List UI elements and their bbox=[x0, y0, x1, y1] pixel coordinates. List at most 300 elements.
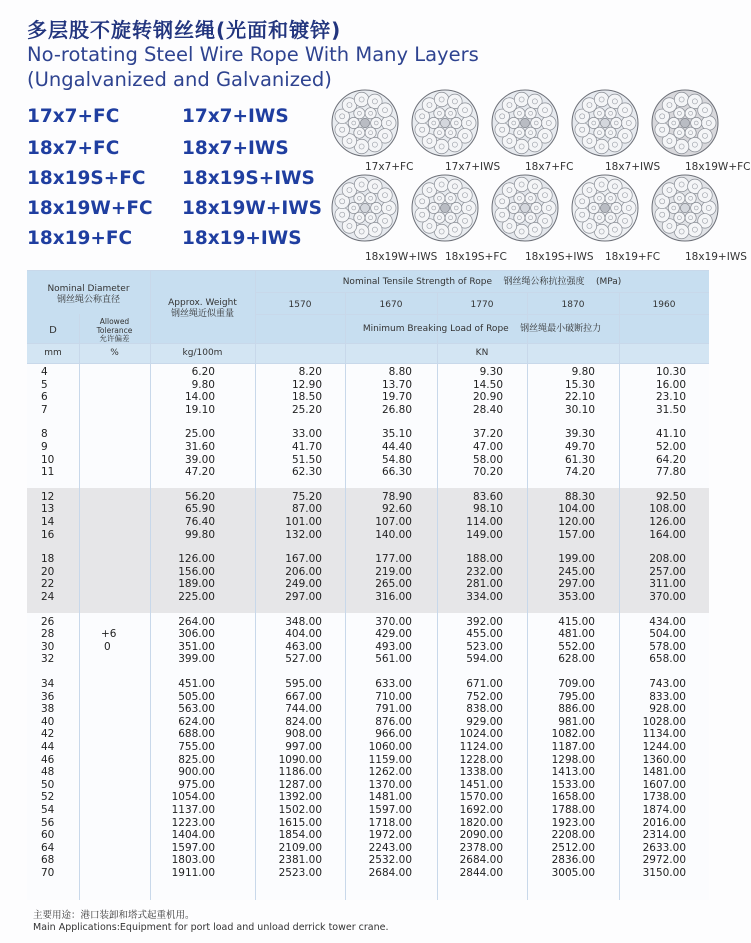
col-divider bbox=[345, 292, 346, 900]
rope-cross-section-label: 18x19+IWS bbox=[685, 251, 747, 263]
load-cell: 104.00 bbox=[558, 503, 595, 516]
construction-type: 18x19+FC bbox=[27, 228, 133, 249]
weight-cell: 624.00 bbox=[178, 715, 215, 728]
load-cell: 10.30 bbox=[655, 366, 686, 378]
weight-cell: 19.10 bbox=[184, 403, 215, 416]
load-cell: 1788.00 bbox=[551, 804, 595, 816]
diameter-cell: 48 bbox=[41, 766, 55, 779]
rope-cross-section bbox=[410, 173, 480, 243]
load-cell: 13.70 bbox=[381, 378, 412, 391]
weight-cell: 25.00 bbox=[184, 428, 215, 441]
load-cell: 2016.00 bbox=[642, 816, 686, 829]
load-cell: 1262.00 bbox=[368, 766, 412, 779]
rope-cross-section bbox=[330, 173, 400, 243]
construction-type: 18x19W+IWS bbox=[182, 198, 322, 219]
load-cell: 98.10 bbox=[472, 503, 503, 516]
load-cell: 2243.00 bbox=[368, 841, 412, 854]
col-divider bbox=[527, 292, 528, 900]
diameter-cell: 14 bbox=[41, 516, 55, 528]
load-cell: 14.50 bbox=[472, 378, 503, 391]
d-header: D bbox=[49, 325, 57, 336]
load-cell: 62.30 bbox=[291, 466, 322, 479]
col-divider bbox=[619, 292, 620, 900]
load-cell: 434.00 bbox=[649, 615, 686, 628]
load-cell: 83.60 bbox=[472, 490, 503, 503]
load-cell: 1392.00 bbox=[278, 791, 322, 804]
load-cell: 2633.00 bbox=[642, 841, 686, 854]
load-cell: 281.00 bbox=[466, 578, 503, 591]
tensile-unit: (MPa) bbox=[595, 277, 622, 287]
load-cell: 58.00 bbox=[472, 453, 503, 466]
load-cell: 245.00 bbox=[558, 565, 595, 578]
weight-cell: 900.00 bbox=[178, 766, 215, 779]
weight-cell: 1911.00 bbox=[171, 867, 215, 879]
load-cell: 334.00 bbox=[466, 591, 503, 603]
diameter-cell: 6 bbox=[41, 391, 48, 404]
load-cell: 504.00 bbox=[649, 628, 686, 641]
load-cell: 966.00 bbox=[375, 728, 412, 741]
weight-cell: 56.20 bbox=[184, 490, 215, 503]
load-cell: 8.20 bbox=[298, 366, 322, 378]
weight-cell: 156.00 bbox=[178, 565, 215, 578]
load-cell: 265.00 bbox=[375, 578, 412, 591]
load-cell: 523.00 bbox=[466, 640, 503, 653]
load-cell: 18.50 bbox=[291, 391, 322, 404]
load-cell: 1298.00 bbox=[551, 753, 595, 766]
load-cell: 463.00 bbox=[285, 640, 322, 653]
load-cell: 52.00 bbox=[655, 441, 686, 453]
load-cell: 88.30 bbox=[564, 490, 595, 503]
load-cell: 87.00 bbox=[291, 503, 322, 516]
load-cell: 44.40 bbox=[381, 441, 412, 453]
load-cell: 561.00 bbox=[375, 653, 412, 666]
diameter-cell: 11 bbox=[41, 466, 55, 479]
weight-cell: 9.80 bbox=[191, 378, 215, 391]
load-cell: 33.00 bbox=[291, 428, 322, 441]
load-cell: 1874.00 bbox=[642, 804, 686, 816]
weight-cell: 306.00 bbox=[178, 628, 215, 641]
diameter-cell: 20 bbox=[41, 565, 55, 578]
load-cell: 1060.00 bbox=[368, 741, 412, 753]
rope-cross-section bbox=[650, 173, 720, 243]
load-cell: 16.00 bbox=[655, 378, 686, 391]
rope-cross-section bbox=[410, 88, 480, 158]
load-cell: 2314.00 bbox=[642, 829, 686, 842]
load-cell: 370.00 bbox=[375, 615, 412, 628]
load-cell: 833.00 bbox=[649, 690, 686, 703]
construction-type: 18x19S+IWS bbox=[182, 168, 315, 189]
rope-cross-section-label: 18x19W+IWS bbox=[365, 251, 438, 263]
weight-cell: 126.00 bbox=[178, 553, 215, 566]
load-cell: 392.00 bbox=[466, 615, 503, 628]
load-cell: 795.00 bbox=[558, 690, 595, 703]
weight-cell: 31.60 bbox=[184, 441, 215, 453]
load-cell: 908.00 bbox=[285, 728, 322, 741]
load-cell: 1360.00 bbox=[642, 753, 686, 766]
construction-type: 17x7+FC bbox=[27, 106, 120, 127]
diameter-cell: 54 bbox=[41, 804, 55, 816]
load-cell: 527.00 bbox=[285, 653, 322, 666]
load-cell: 12.90 bbox=[291, 378, 322, 391]
diameter-cell: 42 bbox=[41, 728, 55, 741]
weight-cell: 755.00 bbox=[178, 741, 215, 753]
load-cell: 824.00 bbox=[285, 715, 322, 728]
load-cell: 2512.00 bbox=[551, 841, 595, 854]
load-cell: 2208.00 bbox=[551, 829, 595, 842]
weight-cell: 189.00 bbox=[178, 578, 215, 591]
weight-cell: 99.80 bbox=[184, 528, 215, 541]
load-cell: 1228.00 bbox=[459, 753, 503, 766]
load-cell: 429.00 bbox=[375, 628, 412, 641]
weight-cell: 264.00 bbox=[178, 615, 215, 628]
title-en bbox=[27, 42, 479, 92]
load-cell: 876.00 bbox=[375, 715, 412, 728]
diameter-cell: 70 bbox=[41, 867, 55, 879]
weight-cell: 399.00 bbox=[178, 653, 215, 666]
unit-percent: % bbox=[110, 348, 119, 358]
load-cell: 41.10 bbox=[655, 428, 686, 441]
construction-type: 17x7+IWS bbox=[182, 106, 289, 127]
grade-1570: 1570 bbox=[288, 300, 312, 310]
load-cell: 64.20 bbox=[655, 453, 686, 466]
weight-cell: 76.40 bbox=[184, 516, 215, 528]
load-cell: 1658.00 bbox=[551, 791, 595, 804]
diameter-cell: 13 bbox=[41, 503, 55, 516]
allowed-tolerance-cn: 允许偏差 bbox=[99, 334, 130, 343]
approx-weight-cn: 钢丝绳近似重量 bbox=[170, 309, 234, 319]
load-cell: 743.00 bbox=[649, 678, 686, 690]
load-cell: 219.00 bbox=[375, 565, 412, 578]
load-cell: 595.00 bbox=[285, 678, 322, 690]
load-cell: 493.00 bbox=[375, 640, 412, 653]
rope-cross-section-icon bbox=[490, 173, 560, 243]
load-cell: 41.70 bbox=[291, 441, 322, 453]
rope-cross-section-icon bbox=[330, 88, 400, 158]
rope-cross-section-icon bbox=[570, 88, 640, 158]
title-cn: 多层股不旋转钢丝绳(光面和镀锌) bbox=[27, 18, 342, 42]
construction-type: 18x19S+FC bbox=[27, 168, 146, 189]
load-cell: 19.70 bbox=[381, 391, 412, 404]
diameter-cell: 7 bbox=[41, 403, 48, 416]
load-cell: 2109.00 bbox=[278, 841, 322, 854]
tensile-rule bbox=[255, 292, 709, 293]
load-cell: 311.00 bbox=[649, 578, 686, 591]
rope-specification-table bbox=[27, 270, 709, 900]
rope-cross-section-label: 17x7+FC bbox=[365, 161, 414, 173]
nominal-diameter-cn: 钢丝绳公称直径 bbox=[56, 295, 120, 305]
rope-cross-section bbox=[570, 88, 640, 158]
tensile-strength-header bbox=[255, 277, 709, 288]
weight-cell: 39.00 bbox=[184, 453, 215, 466]
load-cell: 23.10 bbox=[655, 391, 686, 404]
load-cell: 709.00 bbox=[558, 678, 595, 690]
load-cell: 77.80 bbox=[655, 466, 686, 479]
rope-cross-section-label: 18x19S+IWS bbox=[525, 251, 594, 263]
load-cell: 628.00 bbox=[558, 653, 595, 666]
load-cell: 1570.00 bbox=[459, 791, 503, 804]
rope-cross-section-icon bbox=[490, 88, 560, 158]
load-cell: 30.10 bbox=[564, 403, 595, 416]
load-cell: 51.50 bbox=[291, 453, 322, 466]
load-cell: 2972.00 bbox=[642, 854, 686, 867]
allowed-tolerance-header bbox=[79, 318, 150, 344]
load-cell: 232.00 bbox=[466, 565, 503, 578]
diameter-cell: 36 bbox=[41, 690, 55, 703]
load-cell: 1159.00 bbox=[368, 753, 412, 766]
load-cell: 929.00 bbox=[466, 715, 503, 728]
construction-type: 18x7+FC bbox=[27, 138, 120, 159]
load-cell: 9.30 bbox=[479, 366, 503, 378]
load-cell: 9.80 bbox=[571, 366, 595, 378]
load-cell: 667.00 bbox=[285, 690, 322, 703]
weight-cell: 1137.00 bbox=[171, 804, 215, 816]
diameter-cell: 28 bbox=[41, 628, 55, 641]
load-cell: 177.00 bbox=[375, 553, 412, 566]
weight-cell: 975.00 bbox=[178, 778, 215, 791]
tolerance-zero: 0 bbox=[104, 640, 111, 653]
diameter-cell: 22 bbox=[41, 578, 55, 591]
load-cell: 26.80 bbox=[381, 403, 412, 416]
diameter-cell: 38 bbox=[41, 703, 55, 716]
load-cell: 249.00 bbox=[285, 578, 322, 591]
diameter-cell: 4 bbox=[41, 366, 48, 378]
load-cell: 791.00 bbox=[375, 703, 412, 716]
load-cell: 35.10 bbox=[381, 428, 412, 441]
load-cell: 47.00 bbox=[472, 441, 503, 453]
load-cell: 1082.00 bbox=[551, 728, 595, 741]
weight-cell: 47.20 bbox=[184, 466, 215, 479]
breaking-load-en: Minimum Breaking Load of Rope bbox=[362, 324, 509, 334]
load-cell: 208.00 bbox=[649, 553, 686, 566]
construction-type: 18x19+IWS bbox=[182, 228, 302, 249]
load-cell: 167.00 bbox=[285, 553, 322, 566]
load-cell: 22.10 bbox=[564, 391, 595, 404]
load-cell: 886.00 bbox=[558, 703, 595, 716]
load-cell: 1597.00 bbox=[368, 804, 412, 816]
tensile-strength-en: Nominal Tensile Strength of Rope bbox=[342, 277, 493, 287]
allowed-tolerance-en-1: Allowed bbox=[99, 317, 130, 326]
load-cell: 1607.00 bbox=[642, 778, 686, 791]
col-divider bbox=[255, 270, 256, 900]
rope-cross-section-icon bbox=[570, 173, 640, 243]
load-cell: 54.80 bbox=[381, 453, 412, 466]
diameter-cell: 30 bbox=[41, 640, 55, 653]
rope-cross-section bbox=[490, 88, 560, 158]
load-cell: 1502.00 bbox=[278, 804, 322, 816]
rope-cross-section-icon bbox=[410, 88, 480, 158]
load-cell: 70.20 bbox=[472, 466, 503, 479]
load-cell: 928.00 bbox=[649, 703, 686, 716]
footer-en: Main Applications:Equipment for port load and unload derrick tower crane. bbox=[33, 922, 389, 933]
rope-cross-section-icon bbox=[650, 173, 720, 243]
diameter-cell: 60 bbox=[41, 829, 55, 842]
load-cell: 2836.00 bbox=[551, 854, 595, 867]
nominal-diameter-header bbox=[27, 284, 150, 306]
load-cell: 671.00 bbox=[466, 678, 503, 690]
load-cell: 1820.00 bbox=[459, 816, 503, 829]
approx-weight-header bbox=[150, 298, 255, 320]
weight-cell: 351.00 bbox=[178, 640, 215, 653]
load-cell: 752.00 bbox=[466, 690, 503, 703]
load-cell: 370.00 bbox=[649, 591, 686, 603]
rope-cross-section-label: 17x7+IWS bbox=[445, 161, 501, 173]
load-cell: 25.20 bbox=[291, 403, 322, 416]
load-cell: 1134.00 bbox=[642, 728, 686, 741]
tolerance-values bbox=[101, 628, 116, 653]
breaking-load-cn: 钢丝绳最小破断拉力 bbox=[520, 324, 602, 334]
load-cell: 2381.00 bbox=[278, 854, 322, 867]
load-cell: 1738.00 bbox=[642, 791, 686, 804]
load-cell: 1186.00 bbox=[278, 766, 322, 779]
load-cell: 78.90 bbox=[381, 490, 412, 503]
load-cell: 49.70 bbox=[564, 441, 595, 453]
weight-cell: 505.00 bbox=[178, 690, 215, 703]
load-cell: 61.30 bbox=[564, 453, 595, 466]
tensile-strength-cn: 钢丝绳公称抗拉强度 bbox=[503, 277, 585, 287]
load-cell: 404.00 bbox=[285, 628, 322, 641]
load-cell: 2844.00 bbox=[459, 867, 503, 879]
load-cell: 1287.00 bbox=[278, 778, 322, 791]
load-cell: 8.80 bbox=[388, 366, 412, 378]
weight-cell: 825.00 bbox=[178, 753, 215, 766]
diameter-cell: 64 bbox=[41, 841, 55, 854]
table-top-rule bbox=[27, 270, 709, 271]
load-cell: 1481.00 bbox=[642, 766, 686, 779]
title-en-line-1: No-rotating Steel Wire Rope With Many Layers bbox=[27, 43, 479, 66]
load-cell: 1923.00 bbox=[551, 816, 595, 829]
weight-cell: 1404.00 bbox=[171, 829, 215, 842]
load-cell: 594.00 bbox=[466, 653, 503, 666]
col-divider bbox=[79, 314, 80, 900]
load-cell: 132.00 bbox=[285, 528, 322, 541]
load-cell: 415.00 bbox=[558, 615, 595, 628]
weight-cell: 225.00 bbox=[178, 591, 215, 603]
diameter-cell: 52 bbox=[41, 791, 55, 804]
load-cell: 2523.00 bbox=[278, 867, 322, 879]
load-cell: 997.00 bbox=[285, 741, 322, 753]
load-cell: 578.00 bbox=[649, 640, 686, 653]
load-cell: 552.00 bbox=[558, 640, 595, 653]
load-cell: 140.00 bbox=[375, 528, 412, 541]
load-cell: 114.00 bbox=[466, 516, 503, 528]
grade-1870: 1870 bbox=[561, 300, 585, 310]
diameter-cell: 68 bbox=[41, 854, 55, 867]
grades-rule bbox=[255, 314, 709, 315]
load-cell: 1481.00 bbox=[368, 791, 412, 804]
load-cell: 348.00 bbox=[285, 615, 322, 628]
load-cell: 257.00 bbox=[649, 565, 686, 578]
load-cell: 744.00 bbox=[285, 703, 322, 716]
diameter-cell: 12 bbox=[41, 490, 55, 503]
load-cell: 188.00 bbox=[466, 553, 503, 566]
load-cell: 2684.00 bbox=[368, 867, 412, 879]
rope-cross-section bbox=[650, 88, 720, 158]
load-cell: 1244.00 bbox=[642, 741, 686, 753]
diameter-cell: 5 bbox=[41, 378, 48, 391]
rope-cross-section-label: 18x19+FC bbox=[605, 251, 661, 263]
weight-cell: 1803.00 bbox=[171, 854, 215, 867]
load-cell: 92.50 bbox=[655, 490, 686, 503]
load-cell: 1972.00 bbox=[368, 829, 412, 842]
tolerance-plus: +6 bbox=[101, 628, 117, 640]
weight-cell: 1223.00 bbox=[171, 816, 215, 829]
weight-cell: 563.00 bbox=[178, 703, 215, 716]
approx-weight-en: Approx. Weight bbox=[168, 298, 237, 308]
rope-cross-section-label: 18x7+FC bbox=[525, 161, 574, 173]
load-cell: 74.20 bbox=[564, 466, 595, 479]
weight-cell: 65.90 bbox=[184, 503, 215, 516]
load-cell: 120.00 bbox=[558, 516, 595, 528]
grade-1960: 1960 bbox=[652, 300, 676, 310]
load-cell: 633.00 bbox=[375, 678, 412, 690]
breaking-load-header bbox=[255, 324, 709, 335]
load-cell: 3005.00 bbox=[551, 867, 595, 879]
rope-cross-section bbox=[570, 173, 640, 243]
load-cell: 101.00 bbox=[285, 516, 322, 528]
load-cell: 1854.00 bbox=[278, 829, 322, 842]
load-cell: 838.00 bbox=[466, 703, 503, 716]
rope-cross-section-label: 18x7+IWS bbox=[605, 161, 661, 173]
load-cell: 353.00 bbox=[558, 591, 595, 603]
rope-cross-section bbox=[490, 173, 560, 243]
load-cell: 1533.00 bbox=[551, 778, 595, 791]
load-cell: 981.00 bbox=[558, 715, 595, 728]
unit-load: KN bbox=[475, 348, 489, 358]
load-cell: 157.00 bbox=[558, 528, 595, 541]
body-rule bbox=[27, 363, 709, 364]
load-cell: 1028.00 bbox=[642, 715, 686, 728]
load-cell: 107.00 bbox=[375, 516, 412, 528]
load-cell: 316.00 bbox=[375, 591, 412, 603]
load-cell: 1692.00 bbox=[459, 804, 503, 816]
nominal-diameter-en: Nominal Diameter bbox=[47, 284, 130, 294]
load-cell: 2532.00 bbox=[368, 854, 412, 867]
footer-cn: 主要用途：港口装卸和塔式起重机用。 bbox=[33, 910, 195, 921]
weight-cell: 1597.00 bbox=[171, 841, 215, 854]
diameter-cell: 46 bbox=[41, 753, 55, 766]
load-cell: 3150.00 bbox=[642, 867, 686, 879]
weight-cell: 688.00 bbox=[178, 728, 215, 741]
grade-1770: 1770 bbox=[470, 300, 494, 310]
load-cell: 39.30 bbox=[564, 428, 595, 441]
title-en-line-2: (Ungalvanized and Galvanized) bbox=[27, 68, 332, 91]
col-divider bbox=[437, 292, 438, 900]
load-cell: 20.90 bbox=[472, 391, 503, 404]
rope-cross-section-icon bbox=[650, 88, 720, 158]
load-cell: 297.00 bbox=[558, 578, 595, 591]
diameter-cell: 56 bbox=[41, 816, 55, 829]
table-grey-band bbox=[27, 488, 709, 613]
load-cell: 297.00 bbox=[285, 591, 322, 603]
load-cell: 658.00 bbox=[649, 653, 686, 666]
load-cell: 1615.00 bbox=[278, 816, 322, 829]
load-cell: 126.00 bbox=[649, 516, 686, 528]
diameter-cell: 44 bbox=[41, 741, 55, 753]
unit-mm: mm bbox=[44, 348, 62, 358]
load-cell: 455.00 bbox=[466, 628, 503, 641]
rope-cross-section-label: 18x19S+FC bbox=[445, 251, 507, 263]
load-cell: 1024.00 bbox=[459, 728, 503, 741]
diameter-cell: 24 bbox=[41, 591, 55, 603]
load-cell: 2090.00 bbox=[459, 829, 503, 842]
load-cell: 75.20 bbox=[291, 490, 322, 503]
diameter-cell: 10 bbox=[41, 453, 55, 466]
load-cell: 31.50 bbox=[655, 403, 686, 416]
load-cell: 1187.00 bbox=[551, 741, 595, 753]
load-cell: 1718.00 bbox=[368, 816, 412, 829]
load-cell: 15.30 bbox=[564, 378, 595, 391]
load-cell: 1338.00 bbox=[459, 766, 503, 779]
